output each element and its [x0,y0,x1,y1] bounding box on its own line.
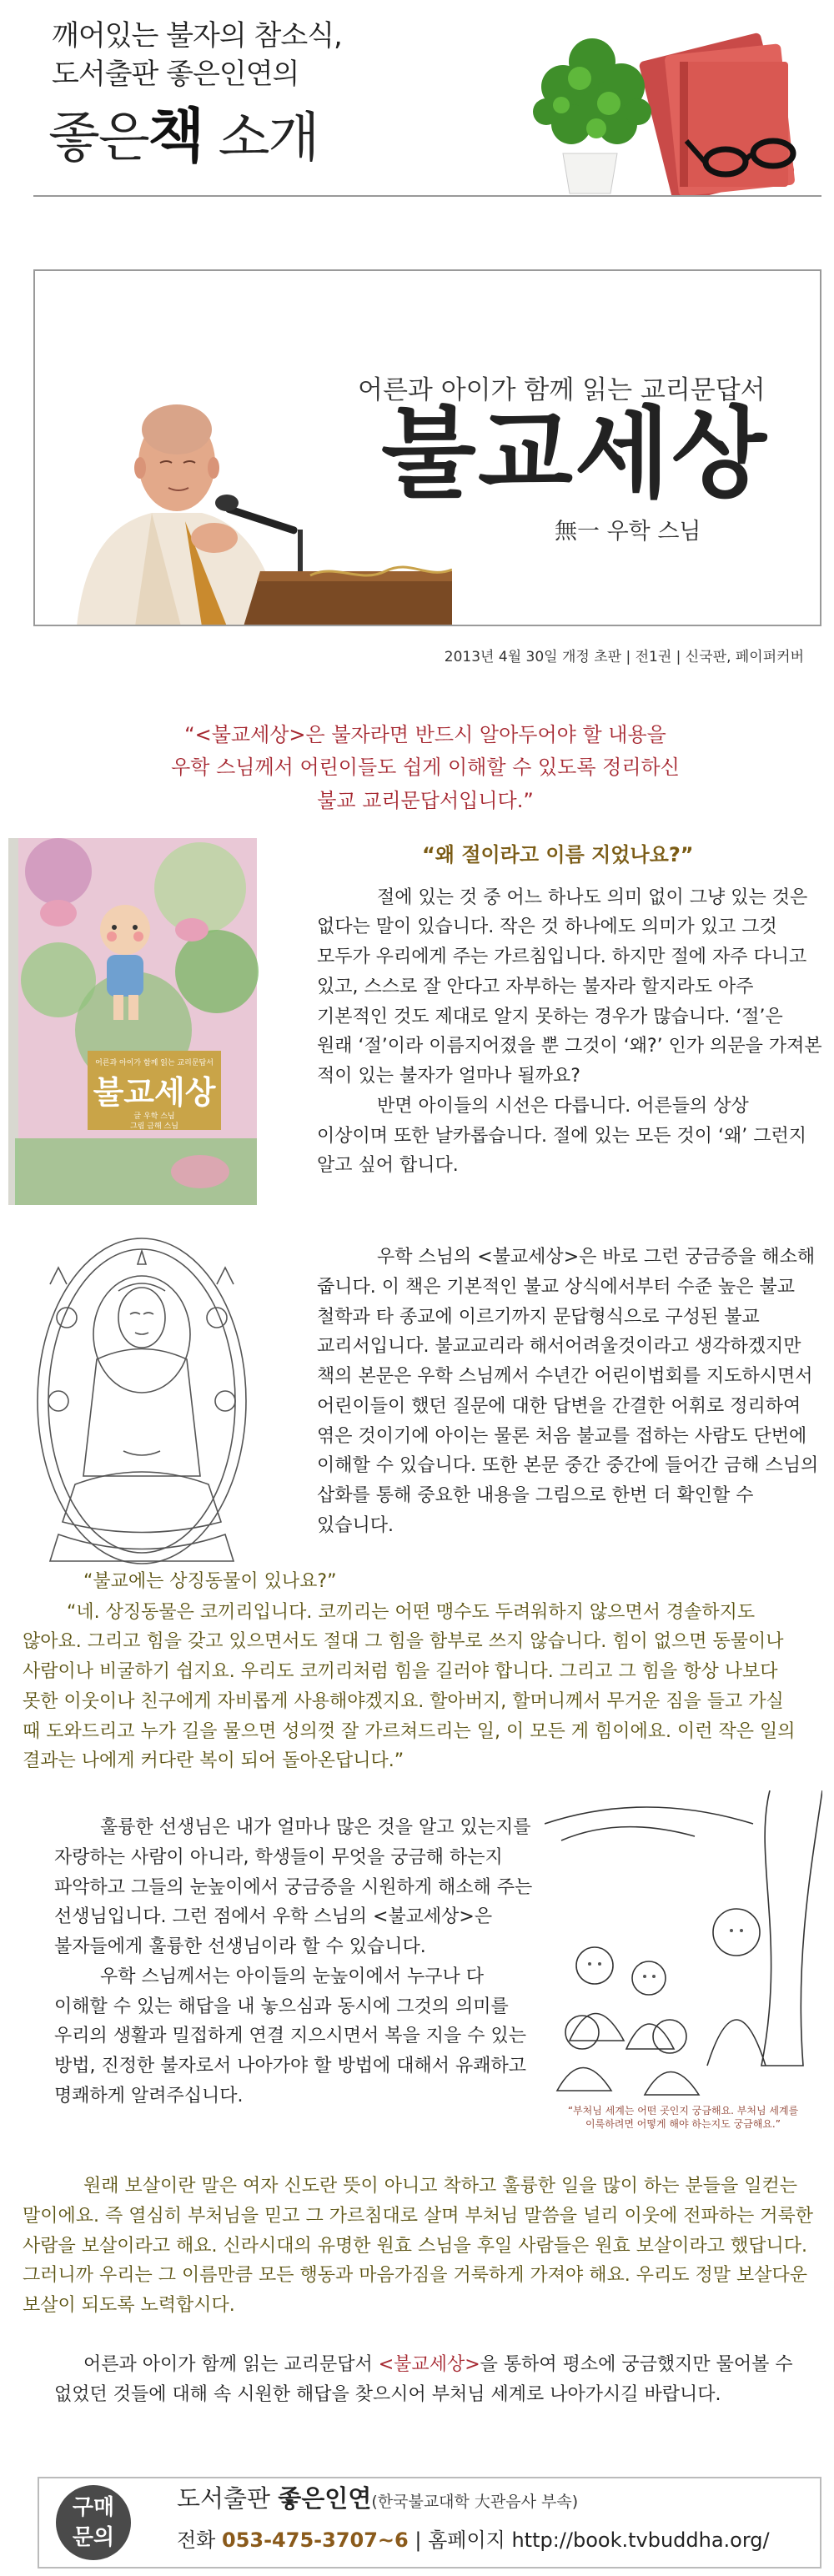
banner-title: 불교세상 [381,396,768,511]
badge-label: 구매 [72,2495,115,2520]
body-text-line: 이상이며 또한 날카롭습니다. 절에 있는 모든 것이 ‘왜’ 그런지 [317,1126,806,1147]
body-text-line: 보살이 되도록 노력합시다. [23,2295,235,2316]
body-text-line: 엮은 것이기에 아이는 물론 처음 불교를 접하는 사람도 단번에 [317,1426,807,1447]
header-divider [33,195,821,197]
banner-author: 無一 우학 스님 [555,519,701,545]
body-text-line: 우리의 생활과 밀접하게 연결 지으시면서 복을 지을 수 있는 [54,2026,526,2046]
book-cover-author: 글 우학 스님 [133,1112,175,1121]
publisher-name: 좋은인연 [278,2484,372,2513]
illustration-caption-line: “부처님 세계는 어떤 곳인지 궁금해요. 부처님 세계를 [567,2105,799,2117]
body-text-line: 이해할 수 있는 해답을 내 놓으심과 동시에 그것의 의미를 [54,1996,509,2017]
body-text-line: 자랑하는 사람이 아니라, 학생들이 무엇을 궁금해 하는지 [54,1847,503,1868]
body-text-line: 사람을 보살이라고 해요. 신라시대의 유명한 원효 스님을 후일 사람들은 원효 보살이라고 했답니다. [23,2236,807,2257]
body-text-line: 이해할 수 있습니다. 또한 본문 중간 중간에 들어간 금해 스님의 [317,1455,819,1476]
illustration-caption-line: 이룩하려면 어떻게 해야 하는지도 궁금해요.” [585,2118,781,2130]
body-text-line: 모두가 우리에게 주는 가르침입니다. 하지만 절에 자주 다니고 [317,947,807,967]
book-title-highlight: <불교세상> [378,2354,480,2375]
page-title-emphasis: 책 [148,102,203,170]
body-text-line: 사람이나 비굴하기 쉽지요. 우리도 코끼리처럼 힘을 길러야 합니다. 그리고 그 힘을 항상 나보다 [23,1661,778,1682]
body-text-line: 삽화를 통해 중요한 내용을 그림으로 한번 더 확인할 수 [317,1485,754,1506]
book-cover-title: 불교세상 [93,1074,216,1111]
body-text-line: “네. 상징동물은 코끼리입니다. 코끼리는 어떤 맹수도 두려워하지 않으면서 경솔하지도 [67,1602,756,1623]
page-title-part: 좋은 [48,108,148,169]
publication-info: 2013년 4월 30일 개정 초판 | 전1권 | 신국판, 페이퍼커버 [444,649,804,665]
body-text-line: 알고 싶어 합니다. [317,1155,459,1176]
book-cover-illustrator: 그림 금해 스님 [130,1122,178,1131]
body-text-line: 선생님입니다. 그런 점에서 우학 스님의 <불교세상>은 [54,1906,493,1927]
body-text-line: 방법, 진정한 불자로서 나아가야 할 방법에 대해서 유쾌하고 [54,2056,526,2076]
phone-label: 전화 [177,2528,222,2552]
intro-quote-line: “<불교세상>은 불자라면 반드시 알아두어야 할 내용을 [184,723,666,746]
body-text-line: 파악하고 그들의 눈높이에서 궁금증을 시원하게 해소해 주는 [54,1877,533,1898]
contact-separator: | [408,2528,429,2552]
purchase-inquiry-badge [56,2485,131,2560]
phone-number[interactable]: 053-475-3707~6 [222,2528,409,2552]
body-text-line: 철학과 타 종교에 이르기까지 문답형식으로 구성된 불교 [317,1307,760,1328]
book-banner [33,269,821,626]
body-text-line: 명쾌하게 알려주십니다. [54,2086,244,2106]
page-title [48,102,319,170]
monks-under-tree-illustration [545,1790,822,2134]
body-text-line: 결과는 나에게 커다란 복이 되어 돌아온답니다.” [23,1750,404,1771]
badge-label: 문의 [72,2525,115,2550]
body-text-line: 우학 스님께서는 아이들의 눈높이에서 누구나 다 [100,1966,485,1987]
body-text-line: 없다는 말이 있습니다. 작은 것 하나에도 의미가 있고 그것 [317,916,777,937]
body-text-line: 못한 이웃이나 친구에게 자비롭게 사용해야겠지요. 할아버지, 할머니께서 무거운 짐을 들고 가실 [23,1691,784,1712]
page-header [0,0,834,200]
book-cover-subtitle: 어른과 아이가 함께 읽는 교리문답서 [95,1059,214,1067]
body-text-line: 그러니까 우리는 그 이름만큼 모든 행동과 마음가짐을 거룩하게 가져야 해요. 우리도 정말 보살다운 [23,2265,807,2286]
intro-quote-line: 불교 교리문답서입니다.” [317,789,534,812]
purchase-inquiry-box [38,2477,821,2568]
body-text-line: 있고, 스스로 잘 안다고 자부하는 불자라 할지라도 아주 [317,977,754,997]
header-tagline: 깨어있는 불자의 참소식, [52,19,342,53]
page-title-part: 소개 [203,108,319,169]
publisher-prefix: 도서출판 [177,2484,279,2513]
body-text-line: 않아요. 그리고 힘을 갖고 있으면서도 절대 그 힘을 함부로 쓰지 않습니다. 힘이 없으면 동물이나 [23,1631,784,1652]
body-text-line: 있습니다. [317,1515,394,1536]
body-text-line: 원래 ‘절’이라 이름지어졌을 뿐 그것이 ‘왜?’ 인가 의문을 가져본 [317,1036,822,1057]
buddha-line-drawing [25,1234,259,1578]
book-cover-image [8,838,259,1210]
body-text-line: 반면 아이들의 시선은 다릅니다. 어른들의 상상 [377,1096,749,1117]
body-text-line: 적이 있는 불자가 얼마나 될까요? [317,1066,580,1087]
closing-text: 어른과 아이가 함께 읽는 교리문답서 [83,2354,379,2375]
body-text-line: 어린이들이 했던 질문에 대한 답변을 간결한 어휘로 정리하여 [317,1396,801,1417]
homepage-link[interactable]: http://book.tvbuddha.org/ [511,2528,770,2552]
intro-quote-line: 우학 스님께서 어린이들도 쉽게 이해할 수 있도록 정리하신 [171,756,680,779]
body-text-line: 훌륭한 선생님은 내가 얼마나 많은 것을 알고 있는지를 [100,1817,531,1838]
body-text-line: 우학 스님의 <불교세상>은 바로 그런 궁금증을 해소해 [377,1247,816,1268]
closing-text-line [83,2356,793,2374]
body-text-line: 교리서입니다. 불교교리라 해서어려울것이라고 생각하겠지만 [317,1336,801,1357]
body-text-line: 기본적인 것도 제대로 알지 못하는 경우가 많습니다. ‘절’은 [317,1007,783,1027]
question-heading: “불교에는 상징동물이 있나요?” [83,1571,337,1592]
contact-line [177,2530,770,2550]
body-text-line: 줍니다. 이 책은 기본적인 불교 상식에서부터 수준 높은 불교 [317,1277,795,1298]
header-tagline: 도서출판 좋은인연의 [52,58,299,91]
question-heading: “왜 절이라고 이름 지었나요?” [422,843,694,866]
books-plant-glasses-illustration [513,28,813,195]
publisher-line [177,2484,579,2513]
closing-text-line: 없었던 것들에 대해 속 시원한 해답을 찾으시어 부처님 세계로 나아가시길 바랍니다. [54,2384,721,2405]
body-text-line: 불자들에게 훌륭한 선생님이라 할 수 있습니다. [54,1936,426,1957]
body-text-line: 절에 있는 것 중 어느 하나도 의미 없이 그냥 있는 것은 [377,887,808,908]
body-text-line: 원래 보살이란 말은 여자 신도란 뜻이 아니고 착하고 훌륭한 일을 많이 하는 분들을 일컫는 [83,2176,797,2197]
closing-text: 을 통하여 평소에 궁금했지만 물어볼 수 [480,2354,793,2375]
banner-subtitle: 어른과 아이가 함께 읽는 교리문답서 [358,375,766,405]
homepage-label: 홈페이지 [428,2528,512,2552]
body-text-line: 책의 본문은 우학 스님께서 수년간 어린이법회를 지도하시면서 [317,1366,813,1387]
publisher-note: (한국불교대학 大관음사 부속) [371,2493,579,2511]
body-text-line: 때 도와드리고 누가 길을 물으면 성의껏 잘 가르쳐드리는 일, 이 모든 게 힘이에요. 이런 작은 일의 [23,1721,796,1742]
body-text-line: 말이에요. 즉 열심히 부처님을 믿고 그 가르침대로 살며 부처님 말씀을 널리 이웃에 전파하는 거룩한 [23,2206,813,2227]
